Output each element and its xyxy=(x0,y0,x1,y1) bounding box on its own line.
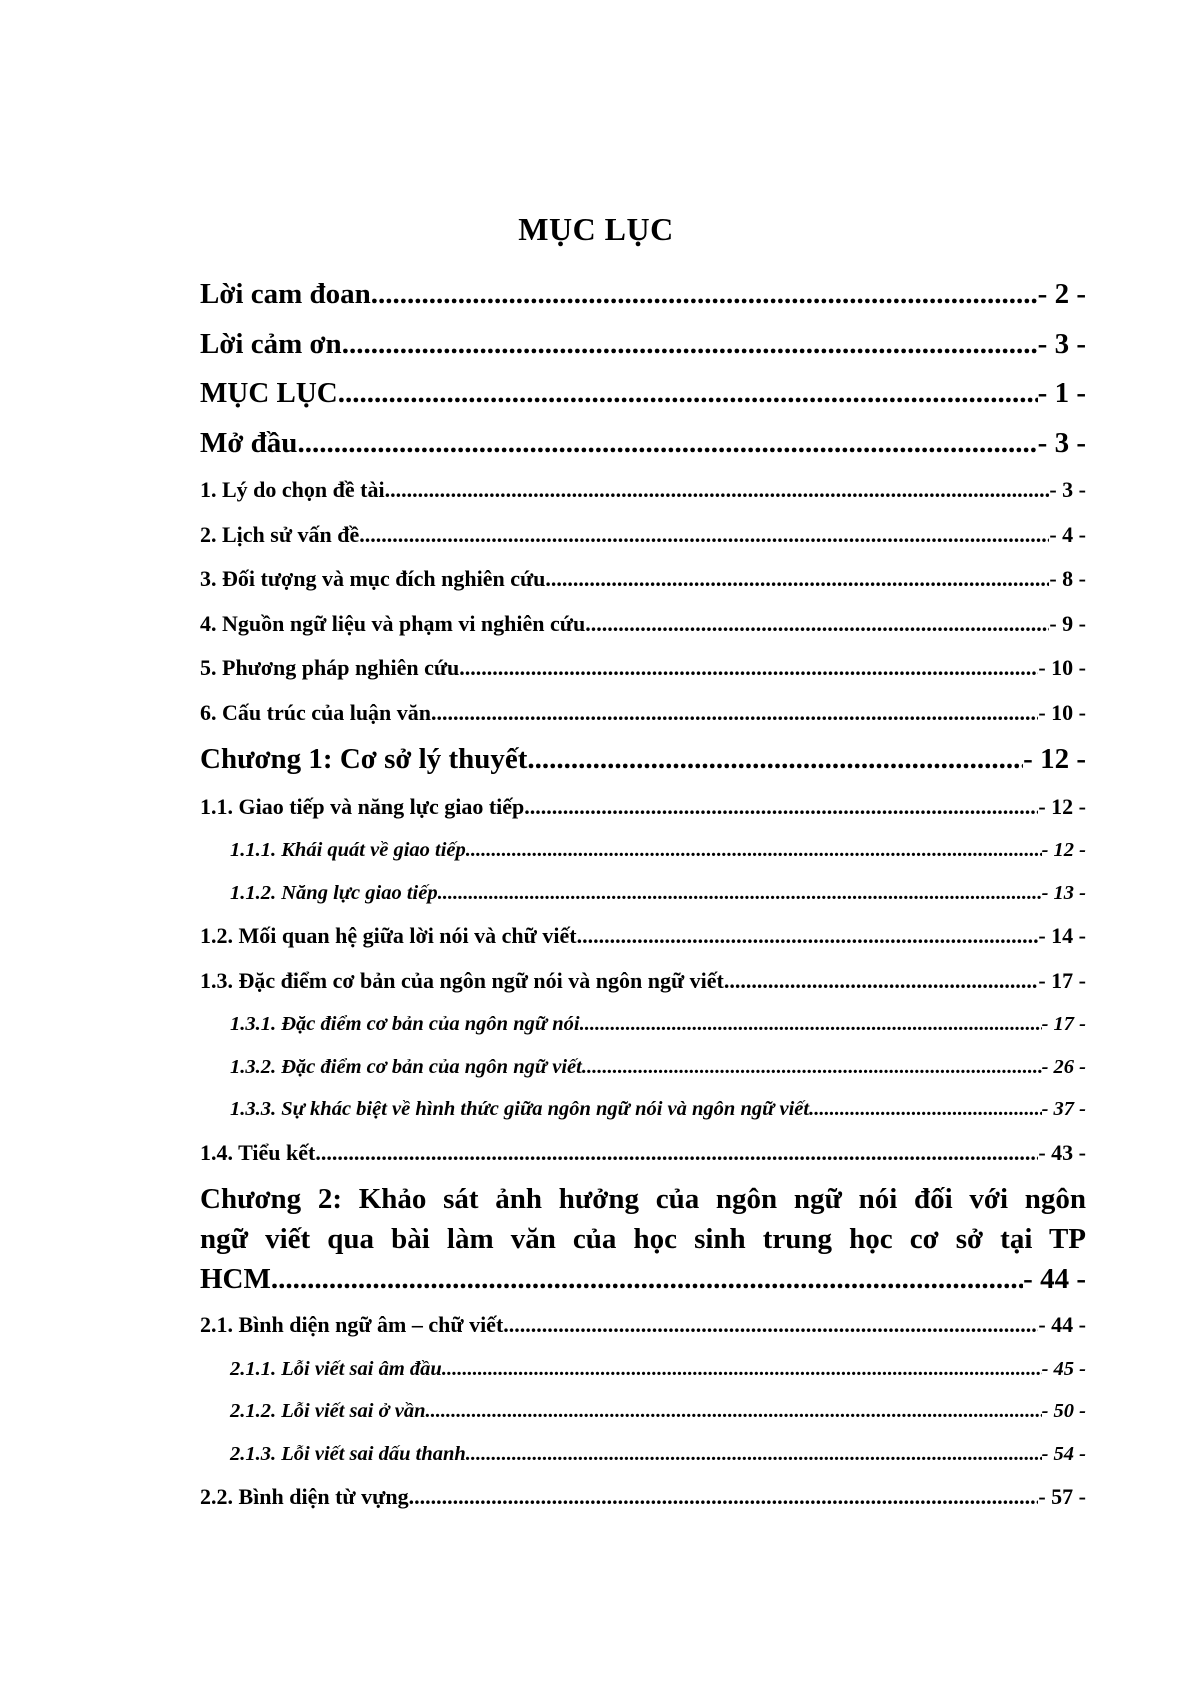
toc-entry-label-line-1: Chương 2: Khảo sát ảnh hưởng của ngôn ngữ nói đối với ngôn xyxy=(200,1183,1086,1215)
dot-leader xyxy=(524,785,1038,830)
page-title: MỤC LỤC xyxy=(518,211,674,247)
toc-entry-label: Lời cam đoan xyxy=(200,278,371,310)
toc-entry-label: 1.4. Tiểu kết xyxy=(200,1139,316,1165)
dot-leader xyxy=(577,914,1039,959)
toc-entry[interactable] xyxy=(200,419,1086,469)
toc-entry-label: 1.1.1. Khái quát về giao tiếp xyxy=(230,839,466,861)
toc-entry-label: 1.3. Đặc điểm cơ bản của ngôn ngữ nói và ngôn ngữ viết xyxy=(200,967,724,993)
dot-leader xyxy=(431,691,1038,736)
dot-leader xyxy=(315,1131,1038,1176)
toc-entry-label: 2.2. Bình diện từ vựng xyxy=(200,1484,409,1509)
toc-entry[interactable] xyxy=(200,1131,1086,1176)
toc-entry[interactable] xyxy=(200,1003,1086,1046)
dot-leader xyxy=(442,1348,1042,1391)
toc-entry-page: - 12 - xyxy=(1038,793,1086,819)
dot-leader xyxy=(466,1433,1042,1476)
toc-entry[interactable] xyxy=(200,959,1086,1004)
dot-leader xyxy=(438,872,1042,915)
toc-entry[interactable] xyxy=(200,1433,1086,1476)
toc-entry-label: MỤC LỤC xyxy=(200,377,338,409)
toc-entry-label: Chương 1: Cơ sở lý thuyết xyxy=(200,743,528,775)
toc-entry-label: 2.1.2. Lỗi viết sai ở vần xyxy=(230,1400,426,1422)
toc-entry[interactable] xyxy=(200,691,1086,736)
toc-entry-label: Mở đầu xyxy=(200,426,298,459)
toc-entry-page: - 9 - xyxy=(1049,610,1086,636)
toc-entry-label-line-2: ngữ viết qua bài làm văn của học sinh trung học cơ sở tại TP xyxy=(200,1223,1086,1255)
toc-entry-label: 2.1.1. Lỗi viết sai âm đầu xyxy=(230,1357,442,1380)
toc-entry-page: - 50 - xyxy=(1041,1400,1086,1422)
toc-entry[interactable] xyxy=(200,735,1086,785)
toc-entry-page: - 37 - xyxy=(1041,1098,1086,1120)
toc-entry[interactable] xyxy=(200,369,1086,419)
dot-leader xyxy=(545,557,1049,602)
dot-leader xyxy=(503,1303,1038,1348)
dot-leader xyxy=(271,1259,1023,1299)
dot-leader xyxy=(385,468,1050,513)
toc-entry-page: - 2 - xyxy=(1037,278,1086,310)
toc-entry-page: - 57 - xyxy=(1038,1484,1086,1509)
dot-leader xyxy=(425,1390,1041,1433)
dot-leader xyxy=(409,1475,1039,1520)
toc-entry[interactable] xyxy=(200,872,1086,915)
dot-leader xyxy=(585,602,1049,647)
toc-entry-page: - 1 - xyxy=(1037,377,1086,409)
toc-entry-label: 3. Đối tượng và mục đích nghiên cứu xyxy=(200,566,546,591)
toc-entry[interactable] xyxy=(200,270,1086,320)
toc-entry-chapter-2[interactable] xyxy=(200,1179,1086,1259)
dot-leader xyxy=(466,829,1042,872)
toc-entry-label: 1.3.1. Đặc điểm cơ bản của ngôn ngữ nói xyxy=(230,1013,580,1035)
dot-leader xyxy=(724,959,1038,1004)
toc-entry-label: 1. Lý do chọn đề tài xyxy=(200,477,385,502)
toc-entry-page: - 10 - xyxy=(1038,699,1086,725)
toc-entry[interactable] xyxy=(200,1303,1086,1348)
toc-entry-label: 1.1.2. Năng lực giao tiếp xyxy=(230,881,438,904)
toc-entry-page: - 12 - xyxy=(1041,839,1086,861)
toc-entry[interactable] xyxy=(200,1390,1086,1433)
toc-entry-page: - 14 - xyxy=(1038,923,1086,948)
dot-leader xyxy=(359,513,1049,558)
toc-entry[interactable] xyxy=(200,646,1086,691)
toc-entry-page: - 12 - xyxy=(1023,743,1086,775)
dot-leader xyxy=(459,646,1038,691)
table-of-contents xyxy=(200,270,1086,1520)
toc-entry[interactable] xyxy=(200,1088,1086,1131)
toc-entry-label: 2. Lịch sử vấn đề xyxy=(200,521,360,547)
toc-entry[interactable] xyxy=(200,829,1086,872)
toc-entry-page: - 13 - xyxy=(1041,881,1086,904)
toc-entry-page: - 3 - xyxy=(1037,426,1086,459)
toc-entry[interactable] xyxy=(200,513,1086,558)
toc-entry-page: - 54 - xyxy=(1041,1442,1086,1465)
toc-entry[interactable] xyxy=(200,785,1086,830)
toc-entry-page: - 44 - xyxy=(1023,1263,1086,1295)
dot-leader xyxy=(527,735,1023,785)
dot-leader xyxy=(297,419,1037,469)
dot-leader xyxy=(371,270,1038,320)
toc-entry-label: 6. Cấu trúc của luận văn xyxy=(200,699,432,725)
toc-entry[interactable] xyxy=(200,557,1086,602)
toc-entry-page: - 4 - xyxy=(1049,521,1086,547)
toc-entry-label: 2.1. Bình diện ngữ âm – chữ viết xyxy=(200,1312,504,1337)
toc-entry-page: - 3 - xyxy=(1037,327,1086,360)
dot-leader xyxy=(580,1003,1042,1046)
toc-entry[interactable] xyxy=(200,1348,1086,1391)
toc-entry[interactable] xyxy=(200,1475,1086,1520)
toc-entry-page: - 17 - xyxy=(1041,1013,1086,1035)
toc-entry-label: 2.1.3. Lỗi viết sai dấu thanh xyxy=(230,1442,466,1465)
toc-entry-label: 1.1. Giao tiếp và năng lực giao tiếp xyxy=(200,793,525,819)
toc-entry[interactable] xyxy=(200,468,1086,513)
toc-entry-page: - 45 - xyxy=(1041,1357,1086,1380)
toc-entry[interactable] xyxy=(200,1046,1086,1089)
toc-entry-label: Lời cảm ơn xyxy=(200,327,342,360)
toc-entry[interactable] xyxy=(200,602,1086,647)
toc-entry-label: 1.3.2. Đặc điểm cơ bản của ngôn ngữ viết xyxy=(230,1055,582,1078)
toc-entry-page: - 17 - xyxy=(1038,967,1086,993)
toc-entry-page: - 8 - xyxy=(1049,566,1086,591)
toc-entry-page: - 26 - xyxy=(1041,1055,1086,1078)
dot-leader xyxy=(338,369,1038,419)
toc-entry-page: - 43 - xyxy=(1038,1139,1086,1165)
dot-leader xyxy=(342,320,1038,370)
dot-leader xyxy=(809,1088,1041,1131)
toc-entry[interactable] xyxy=(200,914,1086,959)
toc-entry-page: - 10 - xyxy=(1038,655,1086,680)
toc-entry[interactable] xyxy=(200,320,1086,370)
toc-entry-label: 1.2. Mối quan hệ giữa lời nói và chữ viết xyxy=(200,923,577,948)
toc-entry-label: 1.3.3. Sự khác biệt về hình thức giữa ngôn ngữ nói và ngôn ngữ viết xyxy=(230,1098,810,1120)
toc-entry-label: 4. Nguồn ngữ liệu và phạm vi nghiên cứu xyxy=(200,610,586,636)
toc-entry-label: HCM xyxy=(200,1263,271,1295)
toc-entry-label: 5. Phương pháp nghiên cứu xyxy=(200,655,460,680)
toc-entry[interactable] xyxy=(200,1259,1086,1299)
dot-leader xyxy=(582,1046,1042,1089)
toc-entry-page: - 3 - xyxy=(1049,477,1086,502)
toc-entry-page: - 44 - xyxy=(1038,1312,1086,1337)
